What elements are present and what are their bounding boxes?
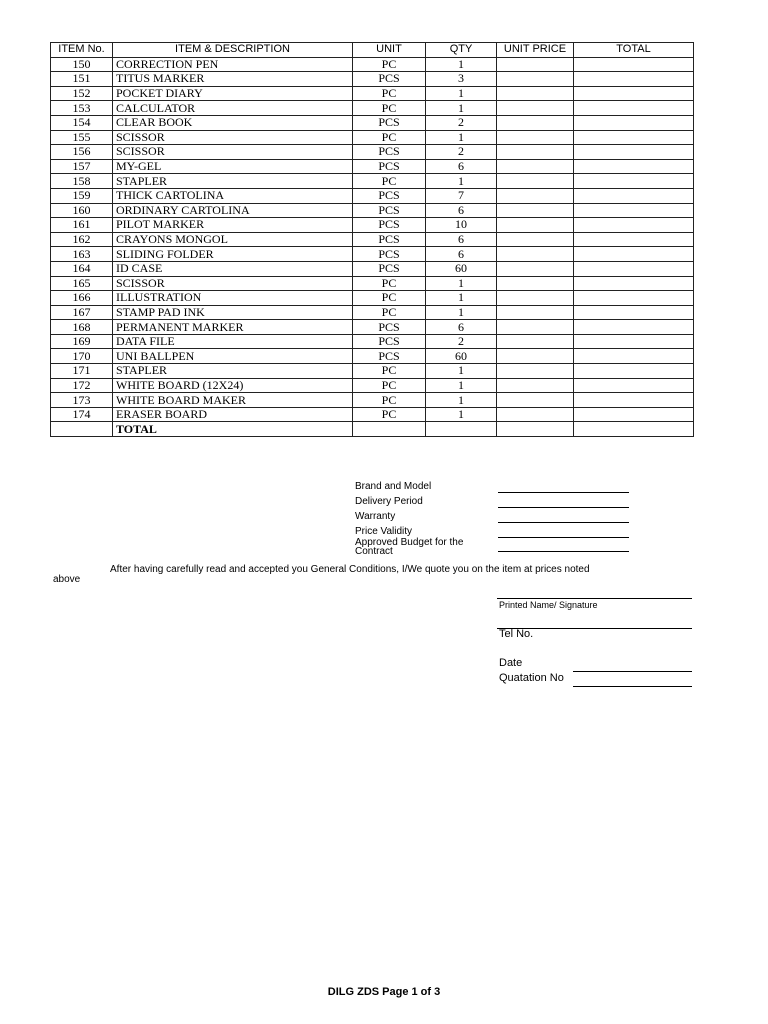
header-qty: QTY xyxy=(426,43,497,58)
total-cell xyxy=(574,349,694,364)
qty-cell: 60 xyxy=(426,349,497,364)
total-cell xyxy=(574,174,694,189)
qty-cell: 3 xyxy=(426,72,497,87)
item-description-cell: SCISSOR xyxy=(113,145,353,160)
table-row xyxy=(51,364,694,379)
total-cell xyxy=(574,188,694,203)
unit-price-cell xyxy=(497,407,574,422)
unit-cell: PC xyxy=(353,378,426,393)
item-no-cell: 157 xyxy=(51,159,113,174)
qty-cell: 6 xyxy=(426,203,497,218)
unit-price-cell xyxy=(497,349,574,364)
table-row xyxy=(51,320,694,335)
item-description-cell: STAPLER xyxy=(113,174,353,189)
unit-cell: PCS xyxy=(353,218,426,233)
table-row xyxy=(51,203,694,218)
approved-budget-label xyxy=(355,538,463,556)
item-no-cell: 168 xyxy=(51,320,113,335)
item-no-cell: 174 xyxy=(51,407,113,422)
item-description-cell: SCISSOR xyxy=(113,276,353,291)
item-description-cell: ILLUSTRATION xyxy=(113,291,353,306)
item-description-cell: WHITE BOARD MAKER xyxy=(113,393,353,408)
date-label: Date xyxy=(499,657,523,669)
unit-cell: PC xyxy=(353,174,426,189)
unit-cell: PCS xyxy=(353,72,426,87)
unit-price-cell xyxy=(497,276,574,291)
unit-price-cell xyxy=(497,159,574,174)
item-description-cell: STAPLER xyxy=(113,364,353,379)
unit-price-cell xyxy=(497,247,574,262)
brand-model-label: Brand and Model xyxy=(355,481,432,492)
total-cell xyxy=(574,334,694,349)
total-cell xyxy=(574,407,694,422)
table-row xyxy=(51,407,694,422)
unit-cell: PCS xyxy=(353,320,426,335)
total-cell xyxy=(574,378,694,393)
unit-cell: PCS xyxy=(353,334,426,349)
unit-price-cell xyxy=(497,115,574,130)
unit-price-cell xyxy=(497,334,574,349)
table-row xyxy=(51,247,694,262)
item-no-cell: 158 xyxy=(51,174,113,189)
unit-price-cell xyxy=(497,305,574,320)
qty-cell: 1 xyxy=(426,291,497,306)
total-row-total xyxy=(574,422,694,437)
total-row-qty xyxy=(426,422,497,437)
total-cell xyxy=(574,130,694,145)
total-cell xyxy=(574,203,694,218)
date-line[interactable] xyxy=(573,671,692,672)
unit-price-cell xyxy=(497,378,574,393)
item-description-cell: ORDINARY CARTOLINA xyxy=(113,203,353,218)
unit-price-cell xyxy=(497,320,574,335)
unit-price-cell xyxy=(497,218,574,233)
item-rows xyxy=(51,57,694,422)
qty-cell: 10 xyxy=(426,218,497,233)
table-header-row xyxy=(51,43,694,58)
qty-cell: 2 xyxy=(426,115,497,130)
total-cell xyxy=(574,364,694,379)
table-row xyxy=(51,101,694,116)
table-row xyxy=(51,378,694,393)
item-no-cell: 162 xyxy=(51,232,113,247)
table-row xyxy=(51,334,694,349)
header-unit-price: UNIT PRICE xyxy=(497,43,574,58)
qty-cell: 6 xyxy=(426,159,497,174)
item-description-cell: CRAYONS MONGOL xyxy=(113,232,353,247)
total-cell xyxy=(574,57,694,72)
item-no-cell: 154 xyxy=(51,115,113,130)
item-no-cell: 164 xyxy=(51,261,113,276)
table-row xyxy=(51,86,694,101)
unit-price-cell xyxy=(497,130,574,145)
qty-cell: 1 xyxy=(426,174,497,189)
item-description-cell: ID CASE xyxy=(113,261,353,276)
table-row xyxy=(51,57,694,72)
table-row xyxy=(51,145,694,160)
total-cell xyxy=(574,145,694,160)
table-row xyxy=(51,261,694,276)
delivery-period-line[interactable] xyxy=(498,507,629,508)
unit-price-cell xyxy=(497,86,574,101)
total-cell xyxy=(574,291,694,306)
qty-cell: 2 xyxy=(426,145,497,160)
qty-cell: 7 xyxy=(426,188,497,203)
unit-price-cell xyxy=(497,393,574,408)
page-footer: DILG ZDS Page 1 of 3 xyxy=(327,986,441,998)
price-validity-line[interactable] xyxy=(498,537,629,538)
item-description-cell: SCISSOR xyxy=(113,130,353,145)
acceptance-line1: After having carefully read and accepted you General Conditions, I/We quote you on the item at prices noted xyxy=(110,564,590,575)
unit-cell: PC xyxy=(353,130,426,145)
item-description-cell: TITUS MARKER xyxy=(113,72,353,87)
qty-cell: 1 xyxy=(426,276,497,291)
unit-price-cell xyxy=(497,101,574,116)
total-cell xyxy=(574,115,694,130)
table-row xyxy=(51,174,694,189)
qty-cell: 60 xyxy=(426,261,497,276)
item-no-cell: 166 xyxy=(51,291,113,306)
tel-label: Tel No. xyxy=(499,628,534,640)
signature-line[interactable] xyxy=(497,598,692,599)
table-row xyxy=(51,349,694,364)
warranty-line[interactable] xyxy=(498,522,629,523)
approved-budget-line[interactable] xyxy=(498,551,629,552)
table-row xyxy=(51,393,694,408)
unit-cell: PC xyxy=(353,407,426,422)
unit-cell: PC xyxy=(353,305,426,320)
total-label: TOTAL xyxy=(113,422,353,437)
warranty-label: Warranty xyxy=(355,511,396,522)
unit-price-cell xyxy=(497,72,574,87)
qty-cell: 6 xyxy=(426,232,497,247)
unit-cell: PCS xyxy=(353,349,426,364)
total-cell xyxy=(574,261,694,276)
unit-cell: PC xyxy=(353,291,426,306)
item-description-cell: CLEAR BOOK xyxy=(113,115,353,130)
unit-cell: PCS xyxy=(353,188,426,203)
quotation-no-line[interactable] xyxy=(573,686,692,687)
item-no-cell: 165 xyxy=(51,276,113,291)
unit-price-cell xyxy=(497,261,574,276)
total-cell xyxy=(574,101,694,116)
table-row xyxy=(51,115,694,130)
qty-cell: 1 xyxy=(426,86,497,101)
item-no-cell: 172 xyxy=(51,378,113,393)
item-description-cell: UNI BALLPEN xyxy=(113,349,353,364)
unit-price-cell xyxy=(497,203,574,218)
item-no-cell: 153 xyxy=(51,101,113,116)
total-row-no xyxy=(51,422,113,437)
total-cell xyxy=(574,72,694,87)
table-row xyxy=(51,276,694,291)
qty-cell: 1 xyxy=(426,305,497,320)
item-no-cell: 170 xyxy=(51,349,113,364)
unit-cell: PC xyxy=(353,276,426,291)
table-row xyxy=(51,232,694,247)
unit-cell: PCS xyxy=(353,145,426,160)
qty-cell: 6 xyxy=(426,320,497,335)
item-no-cell: 161 xyxy=(51,218,113,233)
printed-name-label: Printed Name/ Signature xyxy=(499,600,598,610)
item-description-cell: SLIDING FOLDER xyxy=(113,247,353,262)
qty-cell: 1 xyxy=(426,130,497,145)
unit-price-cell xyxy=(497,291,574,306)
items-table xyxy=(50,42,694,437)
item-description-cell: POCKET DIARY xyxy=(113,86,353,101)
header-description: ITEM & DESCRIPTION xyxy=(113,43,353,58)
approved-budget-label-line1: Approved Budget for the xyxy=(355,537,464,548)
unit-cell: PC xyxy=(353,393,426,408)
total-row-unit xyxy=(353,422,426,437)
total-cell xyxy=(574,247,694,262)
total-cell xyxy=(574,159,694,174)
delivery-period-label: Delivery Period xyxy=(355,496,423,507)
unit-cell: PCS xyxy=(353,247,426,262)
table-row xyxy=(51,72,694,87)
qty-cell: 1 xyxy=(426,57,497,72)
unit-cell: PC xyxy=(353,364,426,379)
item-no-cell: 160 xyxy=(51,203,113,218)
qty-cell: 1 xyxy=(426,378,497,393)
table-row xyxy=(51,188,694,203)
item-no-cell: 167 xyxy=(51,305,113,320)
unit-price-cell xyxy=(497,364,574,379)
total-cell xyxy=(574,232,694,247)
unit-cell: PC xyxy=(353,101,426,116)
total-cell xyxy=(574,218,694,233)
qty-cell: 1 xyxy=(426,393,497,408)
unit-cell: PC xyxy=(353,57,426,72)
item-description-cell: STAMP PAD INK xyxy=(113,305,353,320)
item-description-cell: PILOT MARKER xyxy=(113,218,353,233)
unit-cell: PCS xyxy=(353,232,426,247)
table-row xyxy=(51,291,694,306)
total-cell xyxy=(574,320,694,335)
price-validity-label: Price Validity xyxy=(355,526,413,537)
unit-cell: PCS xyxy=(353,115,426,130)
unit-cell: PC xyxy=(353,86,426,101)
brand-model-line[interactable] xyxy=(498,492,629,493)
table-row xyxy=(51,130,694,145)
total-cell xyxy=(574,276,694,291)
total-cell xyxy=(574,305,694,320)
item-description-cell: WHITE BOARD (12X24) xyxy=(113,378,353,393)
acceptance-line2: above xyxy=(53,574,81,585)
qty-cell: 1 xyxy=(426,407,497,422)
item-no-cell: 150 xyxy=(51,57,113,72)
item-no-cell: 163 xyxy=(51,247,113,262)
table-row xyxy=(51,305,694,320)
unit-price-cell xyxy=(497,145,574,160)
total-row-unit-price xyxy=(497,422,574,437)
qty-cell: 6 xyxy=(426,247,497,262)
item-description-cell: ERASER BOARD xyxy=(113,407,353,422)
unit-cell: PCS xyxy=(353,261,426,276)
header-unit: UNIT xyxy=(353,43,426,58)
unit-cell: PCS xyxy=(353,203,426,218)
item-no-cell: 152 xyxy=(51,86,113,101)
unit-price-cell xyxy=(497,232,574,247)
item-no-cell: 155 xyxy=(51,130,113,145)
item-description-cell: CORRECTION PEN xyxy=(113,57,353,72)
item-description-cell: DATA FILE xyxy=(113,334,353,349)
unit-price-cell xyxy=(497,188,574,203)
item-no-cell: 151 xyxy=(51,72,113,87)
total-row xyxy=(51,422,694,437)
qty-cell: 1 xyxy=(426,101,497,116)
acceptance-statement xyxy=(53,565,673,585)
item-no-cell: 156 xyxy=(51,145,113,160)
item-description-cell: PERMANENT MARKER xyxy=(113,320,353,335)
qty-cell: 1 xyxy=(426,364,497,379)
header-total: TOTAL xyxy=(574,43,694,58)
qty-cell: 2 xyxy=(426,334,497,349)
item-no-cell: 169 xyxy=(51,334,113,349)
unit-cell: PCS xyxy=(353,159,426,174)
item-description-cell: CALCULATOR xyxy=(113,101,353,116)
item-no-cell: 171 xyxy=(51,364,113,379)
total-cell xyxy=(574,393,694,408)
table-row xyxy=(51,218,694,233)
table-row xyxy=(51,159,694,174)
unit-price-cell xyxy=(497,174,574,189)
item-description-cell: THICK CARTOLINA xyxy=(113,188,353,203)
quotation-no-label: Quatation No xyxy=(499,672,564,684)
item-no-cell: 159 xyxy=(51,188,113,203)
item-no-cell: 173 xyxy=(51,393,113,408)
item-description-cell: MY-GEL xyxy=(113,159,353,174)
header-item-no: ITEM No. xyxy=(51,43,113,58)
approved-budget-label-line2: Contract xyxy=(355,546,393,557)
total-cell xyxy=(574,86,694,101)
unit-price-cell xyxy=(497,57,574,72)
